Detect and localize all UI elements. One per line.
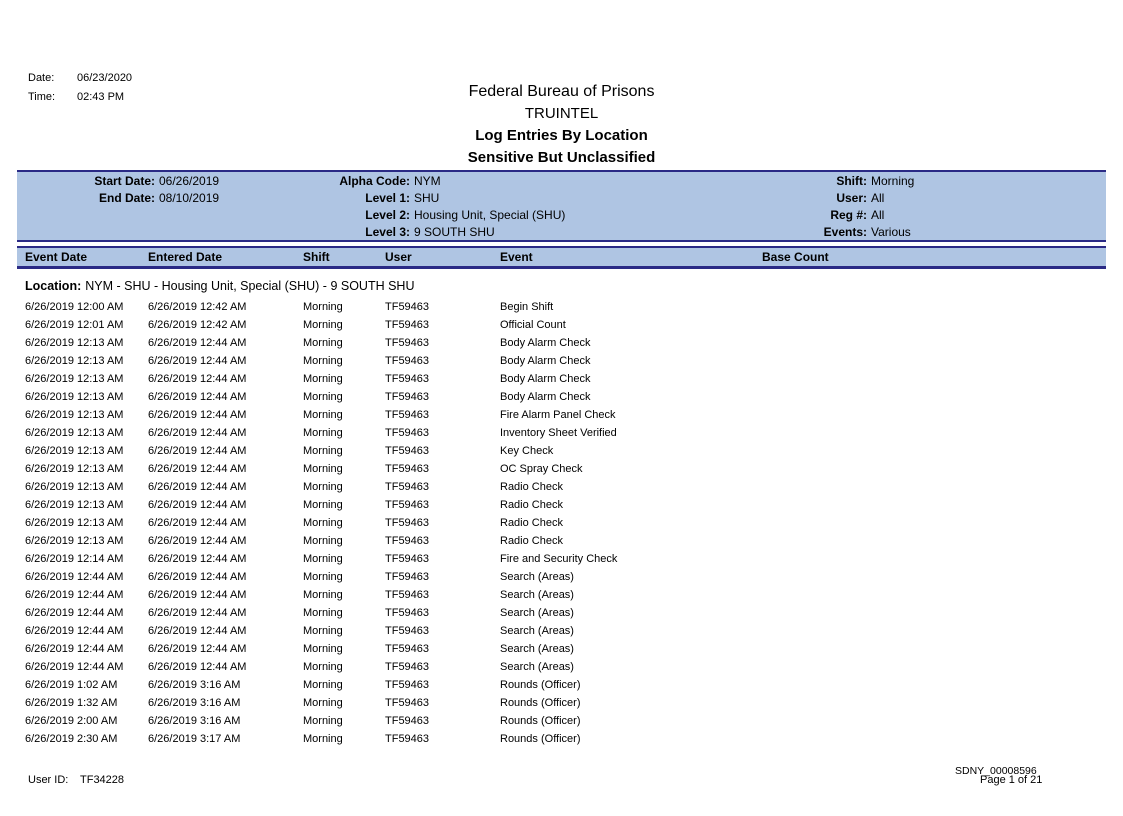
table-row [17,658,1106,676]
event-date-cell: 6/26/2019 12:13 AM [25,445,124,457]
event-date-cell: 6/26/2019 12:01 AM [25,319,124,331]
location-label: Location: [25,279,82,293]
user-cell: TF59463 [385,445,430,457]
user-value: All [871,191,885,205]
shift-cell: Morning [303,697,343,709]
user-id-value: TF34228 [80,774,125,786]
event-date-cell: 6/26/2019 12:13 AM [25,337,124,349]
shift-cell: Morning [303,517,343,529]
event-date-cell: 6/26/2019 12:13 AM [25,499,124,511]
user-cell: TF59463 [385,643,430,655]
event-date-cell: 6/26/2019 12:13 AM [25,481,124,493]
event-cell: Rounds (Officer) [500,733,581,745]
bates-number: SDNY_00008596 [955,765,1037,777]
entered-date-cell: 6/26/2019 12:44 AM [148,535,247,547]
table-row [17,622,1106,640]
shift-cell: Morning [303,355,343,367]
table-row [17,406,1106,424]
start-date-label: Start Date: [94,174,155,188]
time-value: 02:43 PM [77,91,125,103]
entered-date-cell: 6/26/2019 12:44 AM [148,589,247,601]
column-event: Event [500,250,533,264]
event-date-cell: 6/26/2019 12:44 AM [25,607,124,619]
filter-start-date [17,173,219,190]
user-cell: TF59463 [385,337,430,349]
event-date-cell: 6/26/2019 12:13 AM [25,391,124,403]
entered-date-cell: 6/26/2019 12:44 AM [148,445,247,457]
date-label: Date: [28,72,55,84]
event-cell: Search (Areas) [500,607,574,619]
user-cell: TF59463 [385,661,430,673]
user-cell: TF59463 [385,373,430,385]
entered-date-cell: 6/26/2019 12:44 AM [148,643,247,655]
level-2-label: Level 2: [365,208,410,222]
entered-date-cell: 6/26/2019 12:44 AM [148,571,247,583]
event-date-cell: 6/26/2019 12:13 AM [25,409,124,421]
entered-date-cell: 6/26/2019 12:42 AM [148,319,247,331]
event-cell: OC Spray Check [500,463,583,475]
user-cell: TF59463 [385,355,430,367]
event-date-cell: 6/26/2019 12:13 AM [25,355,124,367]
event-date-cell: 6/26/2019 1:32 AM [25,697,118,709]
event-cell: Fire and Security Check [500,553,618,565]
event-cell: Search (Areas) [500,571,574,583]
event-cell: Rounds (Officer) [500,715,581,727]
column-entered-date: Entered Date [148,250,223,264]
filter-level-2 [247,207,565,224]
event-cell: Search (Areas) [500,643,574,655]
table-row [17,514,1106,532]
filter-shift [717,173,914,190]
level-2-value: Housing Unit, Special (SHU) [414,208,566,222]
table-row [17,334,1106,352]
entered-date-cell: 6/26/2019 12:44 AM [148,625,247,637]
event-cell: Body Alarm Check [500,373,591,385]
filter-group-criteria [717,173,914,241]
level-1-label: Level 1: [365,191,410,205]
table-column-header [17,246,1106,269]
event-cell: Official Count [500,319,566,331]
event-cell: Body Alarm Check [500,355,591,367]
table-row [17,586,1106,604]
filter-group-location [247,173,565,241]
end-date-label: End Date: [98,191,155,205]
shift-label: Shift: [836,174,867,188]
table-row [17,640,1106,658]
table-row [17,568,1106,586]
entered-date-cell: 6/26/2019 12:44 AM [148,337,247,349]
event-date-cell: 6/26/2019 12:14 AM [25,553,124,565]
user-cell: TF59463 [385,409,430,421]
report-title-block [0,81,1123,169]
event-cell: Search (Areas) [500,589,574,601]
event-cell: Fire Alarm Panel Check [500,409,616,421]
table-row [17,316,1106,334]
classification-banner: Sensitive But Unclassified [467,149,656,166]
entered-date-cell: 6/26/2019 12:44 AM [148,661,247,673]
user-cell: TF59463 [385,301,430,313]
user-cell: TF59463 [385,571,430,583]
table-row [17,352,1106,370]
user-label: User: [836,191,867,205]
user-cell: TF59463 [385,391,430,403]
table-row [17,496,1106,514]
event-date-cell: 6/26/2019 12:44 AM [25,625,124,637]
alpha-code-value: NYM [414,174,441,188]
level-1-value: SHU [414,191,440,205]
event-date-cell: 6/26/2019 12:44 AM [25,571,124,583]
shift-cell: Morning [303,337,343,349]
event-date-cell: 6/26/2019 12:13 AM [25,463,124,475]
event-date-cell: 6/26/2019 12:44 AM [25,643,124,655]
column-user: User [385,250,412,264]
column-shift: Shift [303,250,330,264]
entered-date-cell: 6/26/2019 12:42 AM [148,301,247,313]
shift-cell: Morning [303,715,343,727]
user-cell: TF59463 [385,697,430,709]
column-event-date: Event Date [25,250,88,264]
shift-cell: Morning [303,445,343,457]
location-value: NYM - SHU - Housing Unit, Special (SHU) - 9 SOUTH SHU [85,279,415,293]
filter-level-1 [247,190,565,207]
shift-cell: Morning [303,373,343,385]
entered-date-cell: 6/26/2019 12:44 AM [148,373,247,385]
event-cell: Radio Check [500,499,563,511]
entered-date-cell: 6/26/2019 12:44 AM [148,409,247,421]
shift-cell: Morning [303,535,343,547]
page-number: Page 1 of 21 [980,774,1043,786]
time-label: Time: [28,91,56,103]
event-date-cell: 6/26/2019 12:44 AM [25,589,124,601]
shift-cell: Morning [303,481,343,493]
entered-date-cell: 6/26/2019 3:16 AM [148,697,241,709]
log-entries-table [17,298,1106,748]
start-date-value: 06/26/2019 [159,174,220,188]
table-row [17,370,1106,388]
event-cell: Key Check [500,445,554,457]
shift-cell: Morning [303,679,343,691]
location-heading [25,279,414,293]
shift-cell: Morning [303,409,343,421]
shift-cell: Morning [303,607,343,619]
alpha-code-label: Alpha Code: [339,174,410,188]
user-cell: TF59463 [385,733,430,745]
entered-date-cell: 6/26/2019 12:44 AM [148,355,247,367]
table-row [17,676,1106,694]
event-date-cell: 6/26/2019 12:13 AM [25,517,124,529]
event-date-cell: 6/26/2019 12:13 AM [25,427,124,439]
event-cell: Radio Check [500,481,563,493]
event-date-cell: 6/26/2019 12:13 AM [25,535,124,547]
event-cell: Rounds (Officer) [500,697,581,709]
event-date-cell: 6/26/2019 2:00 AM [25,715,118,727]
table-row [17,532,1106,550]
shift-cell: Morning [303,643,343,655]
report-title: Log Entries By Location [475,127,648,144]
user-cell: TF59463 [385,625,430,637]
user-cell: TF59463 [385,427,430,439]
event-cell: Begin Shift [500,301,554,313]
user-cell: TF59463 [385,319,430,331]
entered-date-cell: 6/26/2019 12:44 AM [148,607,247,619]
event-cell: Search (Areas) [500,625,574,637]
entered-date-cell: 6/26/2019 12:44 AM [148,517,247,529]
event-date-cell: 6/26/2019 1:02 AM [25,679,118,691]
user-cell: TF59463 [385,715,430,727]
entered-date-cell: 6/26/2019 12:44 AM [148,553,247,565]
level-3-value: 9 SOUTH SHU [414,225,495,239]
shift-cell: Morning [303,625,343,637]
event-cell: Body Alarm Check [500,391,591,403]
entered-date-cell: 6/26/2019 12:44 AM [148,391,247,403]
entered-date-cell: 6/26/2019 3:17 AM [148,733,241,745]
event-cell: Search (Areas) [500,661,574,673]
event-cell: Body Alarm Check [500,337,591,349]
agency-title: Federal Bureau of Prisons [468,83,655,100]
event-date-cell: 6/26/2019 2:30 AM [25,733,118,745]
user-cell: TF59463 [385,553,430,565]
shift-cell: Morning [303,427,343,439]
table-row [17,424,1106,442]
table-row [17,442,1106,460]
entered-date-cell: 6/26/2019 12:44 AM [148,499,247,511]
filter-end-date [17,190,219,207]
event-date-cell: 6/26/2019 12:44 AM [25,661,124,673]
table-row [17,478,1106,496]
end-date-value: 08/10/2019 [159,191,220,205]
entered-date-cell: 6/26/2019 12:44 AM [148,481,247,493]
user-cell: TF59463 [385,463,430,475]
entered-date-cell: 6/26/2019 12:44 AM [148,463,247,475]
events-label: Events: [823,225,867,239]
shift-cell: Morning [303,571,343,583]
shift-cell: Morning [303,661,343,673]
shift-value: Morning [871,174,915,188]
shift-cell: Morning [303,301,343,313]
table-row [17,550,1106,568]
filter-summary-band [17,170,1106,242]
footer-user-id [28,773,124,787]
user-cell: TF59463 [385,499,430,511]
shift-cell: Morning [303,463,343,475]
shift-cell: Morning [303,319,343,331]
filter-events [717,224,914,241]
user-cell: TF59463 [385,589,430,601]
filter-level-3 [247,224,565,241]
event-cell: Radio Check [500,535,563,547]
table-row [17,388,1106,406]
user-cell: TF59463 [385,517,430,529]
reg-number-label: Reg #: [830,208,867,222]
event-date-cell: 6/26/2019 12:00 AM [25,301,124,313]
filter-reg-number [717,207,914,224]
user-cell: TF59463 [385,679,430,691]
table-row [17,712,1106,730]
user-id-label: User ID: [28,774,69,786]
filter-group-dates [17,173,219,207]
system-title: TRUINTEL [524,105,599,122]
shift-cell: Morning [303,589,343,601]
filter-user [717,190,914,207]
filter-alpha-code [247,173,565,190]
table-row [17,694,1106,712]
table-row [17,298,1106,316]
user-cell: TF59463 [385,481,430,493]
event-cell: Radio Check [500,517,563,529]
reg-number-value: All [871,208,885,222]
shift-cell: Morning [303,733,343,745]
column-base-count: Base Count [762,250,829,264]
level-3-label: Level 3: [365,225,410,239]
entered-date-cell: 6/26/2019 3:16 AM [148,679,241,691]
entered-date-cell: 6/26/2019 3:16 AM [148,715,241,727]
events-value: Various [871,225,911,239]
table-row [17,460,1106,478]
event-date-cell: 6/26/2019 12:13 AM [25,373,124,385]
shift-cell: Morning [303,391,343,403]
event-cell: Rounds (Officer) [500,679,581,691]
entered-date-cell: 6/26/2019 12:44 AM [148,427,247,439]
shift-cell: Morning [303,499,343,511]
table-row [17,604,1106,622]
user-cell: TF59463 [385,607,430,619]
table-row [17,730,1106,748]
user-cell: TF59463 [385,535,430,547]
shift-cell: Morning [303,553,343,565]
event-cell: Inventory Sheet Verified [500,427,617,439]
date-value: 06/23/2020 [77,72,133,84]
